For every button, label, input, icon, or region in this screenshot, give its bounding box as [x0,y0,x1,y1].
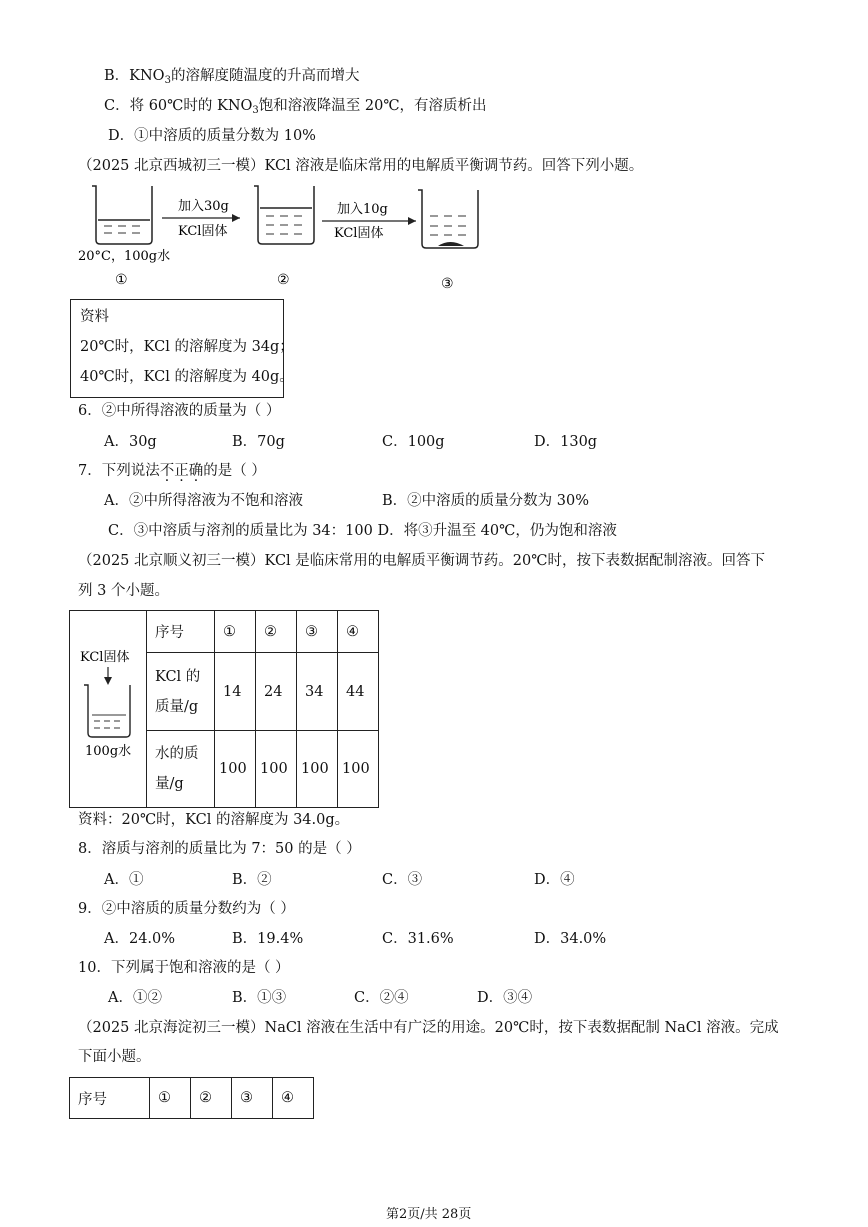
q9-option-a: A．24.0% [104,931,176,947]
q9-stem: 9．②中溶质的质量分数约为（ ） [78,901,295,917]
arrow-2-bottom: KCl固体 [334,226,384,241]
q7-stem: 7．下列说法不正确的是（ ） [78,463,266,479]
q9-option-b: B．19.4% [232,931,304,947]
kcl-table [69,610,379,808]
water-value-2: 100 [256,731,297,808]
kcl-value-1: 14 [215,653,256,731]
intro-xicheng: （2025 北京西城初三一模）KCl 溶液是临床常用的电解质平衡调节药。回答下列小题。 [78,158,644,174]
kcl-value-2: 24 [256,653,297,731]
q8-option-b: B．② [232,872,272,888]
beaker-1-number: ① [115,272,128,288]
q9-option-d: D．34.0% [534,931,607,947]
info-line-2: 40℃时，KCl 的溶解度为 40g。 [80,369,294,385]
kcl-value-4: 44 [338,653,379,731]
water-value-1: 100 [215,731,256,808]
header-3: ③ [297,611,338,653]
kcl-value-3: 34 [297,653,338,731]
q6-option-c: C．100g [382,434,445,450]
q7-option-b: B．②中溶质的质量分数为 30% [382,493,589,509]
beaker-3-number: ③ [441,276,454,292]
row-water-label: 水的质 量/g [147,731,215,808]
beaker-2-number: ② [277,272,290,288]
precipitate [438,242,464,246]
intro-shunyi-1: （2025 北京顺义初三一模）KCl 是临床常用的电解质平衡调节药。20℃时，按下表数据配制溶液。回答下 [78,553,765,569]
figure-kcl-label: KCl固体 [80,650,130,665]
info-line-1: 20℃时，KCl 的溶解度为 34g； [80,339,294,355]
intro-shunyi-2: 列 3 个小题。 [78,583,169,599]
q9-option-c: C．31.6% [382,931,454,947]
header-1: ① [215,611,256,653]
beaker-diagram [70,180,490,295]
intro-haidian-2: 下面小题。 [78,1049,151,1065]
water-value-4: 100 [338,731,379,808]
nacl-header-3: ③ [232,1078,273,1119]
q6-option-d: D．130g [534,434,598,450]
solubility-note: 资料：20℃时，KCl 的溶解度为 34.0g。 [78,812,350,828]
q7-option-cd: C．③中溶质与溶剂的质量比为 34：100 D．将③升温至 40℃，仍为饱和溶液 [108,523,617,539]
arrow-1-top: 加入30g [178,199,229,214]
q6-option-b: B．70g [232,434,285,450]
option-b: B．$KNO_3$的溶解度随温度的升高而增大 [104,68,360,86]
option-d: D．①中溶质的质量分数为 10% [108,128,316,144]
q10-option-c: C．②④ [354,990,409,1006]
q8-option-d: D．④ [534,872,575,888]
q8-stem: 8．溶质与溶剂的质量比为 7：50 的是（ ） [78,841,361,857]
arrow-2-top: 加入10g [337,202,388,217]
q7-option-a: A．②中所得溶液为不饱和溶液 [104,493,303,509]
info-title: 资料 [80,309,109,325]
nacl-header-2: ② [191,1078,232,1119]
nacl-header-label: 序号 [70,1078,150,1119]
table-figure-cell [70,611,147,808]
header-2: ② [256,611,297,653]
header-label: 序号 [147,611,215,653]
nacl-table [69,1077,314,1119]
beaker-1 [92,186,152,244]
beaker-figure [70,611,146,807]
beaker-1-label: 20°C，100g水 [78,249,171,264]
q8-option-a: A．① [104,872,144,888]
nacl-header-1: ① [150,1078,191,1119]
beaker-3 [418,190,478,248]
q10-option-b: B．①③ [232,990,287,1006]
q8-option-c: C．③ [382,872,423,888]
nacl-header-4: ④ [273,1078,314,1119]
page-footer: 第2页/共 28页 [386,1207,472,1222]
q10-option-d: D．③④ [477,990,533,1006]
q10-stem: 10．下列属于饱和溶液的是（ ） [78,960,290,976]
q6-option-a: A．30g [104,434,157,450]
water-value-3: 100 [297,731,338,808]
header-4: ④ [338,611,379,653]
intro-haidian-1: （2025 北京海淀初三一模）NaCl 溶液在生活中有广泛的用途。20℃时，按下表数据配制 NaCl 溶液。完成 [78,1020,779,1036]
q10-option-a: A．①② [108,990,162,1006]
q6-stem: 6．②中所得溶液的质量为（ ） [78,403,281,419]
figure-water-label: 100g水 [85,744,132,759]
option-c: C．将 60℃时的 $KNO_3$饱和溶液降温至 20℃，有溶质析出 [104,98,487,116]
beaker-2 [254,186,314,244]
arrow-1-bottom: KCl固体 [178,224,228,239]
row-kcl-label: KCl 的 质量/g [147,653,215,731]
